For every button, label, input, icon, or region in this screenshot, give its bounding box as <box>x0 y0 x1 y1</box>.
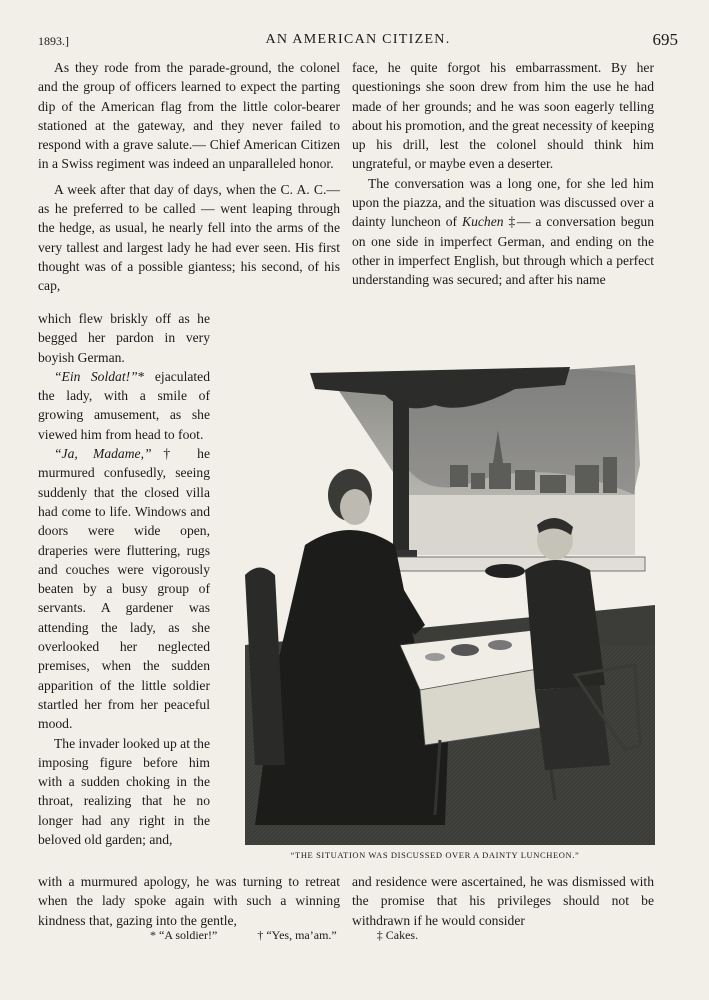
italic-word: Kuchen <box>462 214 504 230</box>
paragraph: with a murmured apology, he was turning to retreat when the lady spoke again with such a winning kindness that, gazing into the gentle, <box>38 874 340 928</box>
footnotes <box>150 928 570 943</box>
text-run: ‡— a conversation begun on one side in imperfect German, and ending on the other in imperfect English, but through which a perfect understanding was secured; and after his name <box>352 214 654 288</box>
text-run: The conversation was a long one, for she led him upon the piazza, and the situation was discussed over a dainty luncheon of <box>352 175 654 230</box>
footnote: * “A soldier!” <box>150 928 218 942</box>
italic-quote: “Ein Soldat!” <box>54 368 138 384</box>
paragraph: The invader looked up at the imposing figure before him with a sudden choking in the throat, realizing that he no longer had any right in the beloved old garden; and, <box>38 735 210 848</box>
paragraph: which flew briskly off as he begged her pardon in very boyish German. <box>38 311 210 365</box>
paragraph: face, he quite forgot his embarrassment. By her questionings she soon drew from him the use he had made of her grounds; and he was soon eagerly telling about his promotion, and the great necessity of keeping up his drill, lest the colonel should think him ungrateful, or maybe even a deserter. <box>352 60 654 172</box>
cap-icon <box>485 564 525 578</box>
paragraph <box>352 174 654 290</box>
right-column-bottom <box>352 872 654 930</box>
page-number: 695 <box>652 30 678 49</box>
paragraph <box>38 444 210 733</box>
paragraph: and residence were ascertained, he was dismissed with the promise that his privileges should not be withdrawn if he would consider <box>352 874 654 928</box>
illustration <box>215 345 655 845</box>
paragraph: A week after that day of days, when the C. A. C.—as he preferred to be called — went leaping through the hedge, as usual, he nearly fell into the arms of the very tallest and largest lady he had ever seen. His first thought was of a possible giantess; his second, of his cap, <box>38 181 340 294</box>
left-column-bottom <box>38 872 340 930</box>
right-column-top <box>352 58 654 290</box>
left-column-top <box>38 58 340 296</box>
luncheon-engraving <box>215 345 655 845</box>
italic-quote: “Ja, Madame,” <box>54 446 152 462</box>
footnote: ‡ Cakes. <box>376 928 419 942</box>
running-header <box>38 30 678 52</box>
figure-caption: “THE SITUATION WAS DISCUSSED OVER A DAINTY LUNCHEON.” <box>290 850 580 860</box>
lake <box>405 495 635 555</box>
paragraph <box>38 367 210 444</box>
footnote: † “Yes, ma’am.” <box>257 928 337 942</box>
paragraph: As they rode from the parade-ground, the colonel and the group of officers learned to expect the parting dip of the American flag from the little color-bearer stationed at the gateway, and they never failed to respond with a grave salute.— Chief American Citizen in a Swiss regiment was indeed an unparalleled honor. <box>38 60 340 172</box>
text-run: † he murmured confusedly, seeing suddenly that the closed villa had come to life. Windows and doors were wide open, draperies were fluttering, rugs and couches were vigorously beaten by a busy group of servants. A gardener was attending the lady, as she overlooked her neglected premises, when the sudden apparition of the little soldier startled her from her peaceful mood. <box>38 446 210 732</box>
header-year: 1893.] <box>38 34 69 48</box>
header-title: AN AMERICAN CITIZEN. <box>265 32 451 47</box>
text-run: * ejaculated the lady, with a smile of growing amusement, as she viewed him from head to foot. <box>38 368 210 442</box>
veranda-post <box>393 400 409 570</box>
left-column-narrow <box>38 309 210 849</box>
